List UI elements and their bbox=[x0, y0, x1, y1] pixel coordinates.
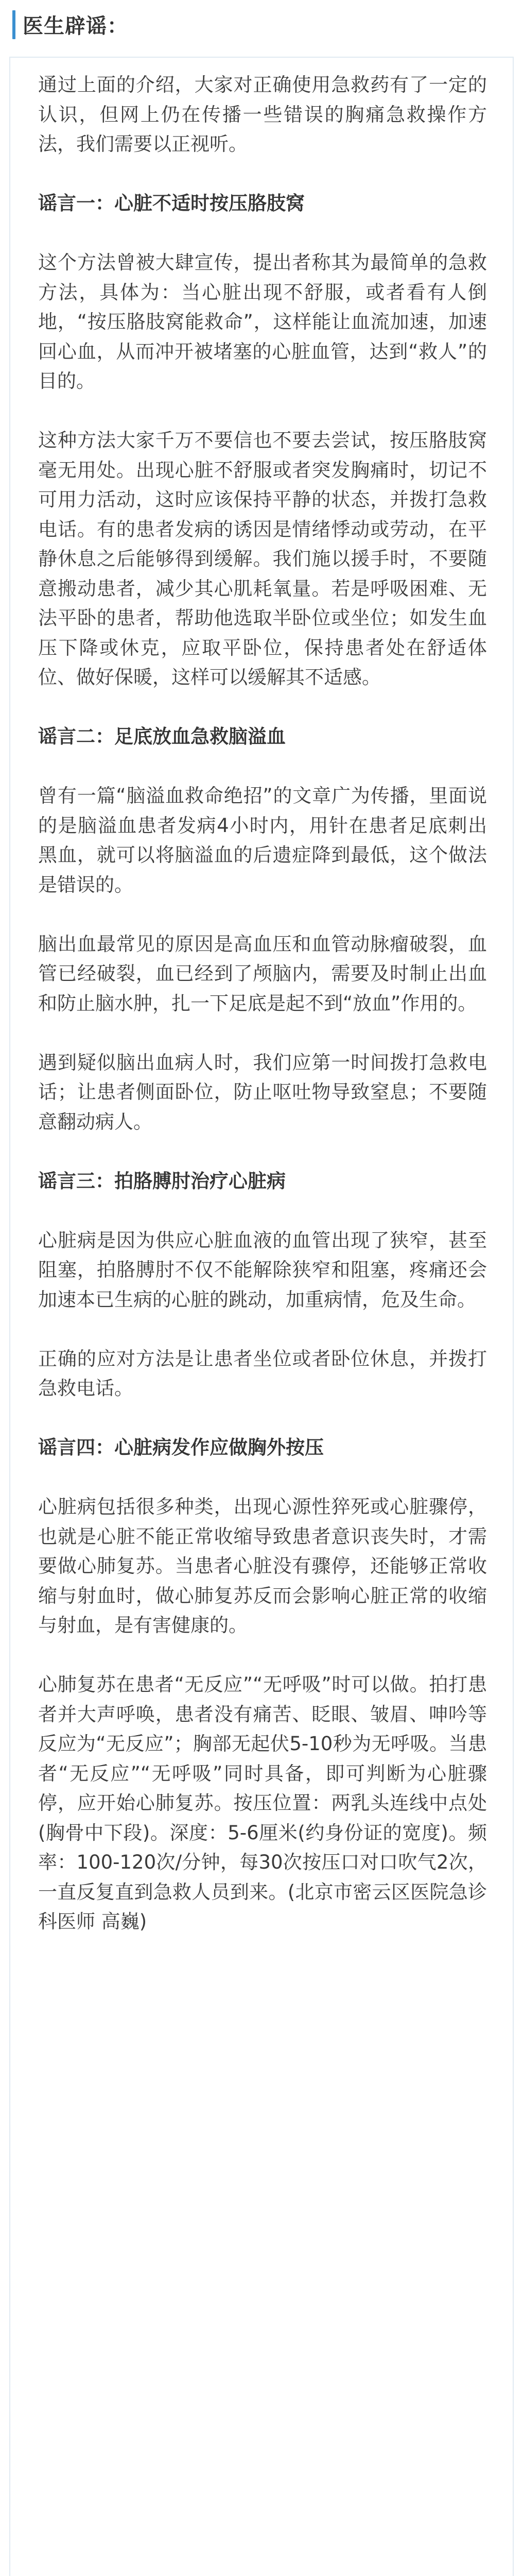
section-header bbox=[0, 0, 523, 49]
rumor-1-paragraph-2: 这种方法大家千万不要信也不要去尝试，按压胳肢窝毫无用处。出现心脏不舒服或者突发胸痛时，切记不可用力活动，这时应该保持平静的状态，并拨打急救电话。有的患者发病的诱因是情绪悸动或劳动，在平静休息之后能够得到缓解。我们施以援手时，不要随意搬动患者，减少其心肌耗氧量。若是呼吸困难、无法平卧的患者，帮助他选取半卧位或坐位；如发生血压下降或休克，应取平卧位，保持患者处在舒适体位、做好保暖，这样可以缓解其不适感。 bbox=[38, 429, 487, 688]
rumor-2-paragraph-3: 遇到疑似脑出血病人时，我们应第一时间拨打急救电话；让患者侧面卧位，防止呕吐物导致窒息；不要随意翻动病人。 bbox=[38, 1051, 487, 1133]
intro-paragraph: 通过上面的介绍，大家对正确使用急救药有了一定的认识，但网上仍在传播一些错误的胸痛急救操作方法，我们需要以正视听。 bbox=[38, 74, 487, 155]
rumor-1-paragraph-1: 这个方法曾被大肆宣传，提出者称其为最简单的急救方法，具体为：当心脏出现不舒服，或者看有人倒地，“按压胳肢窝能救命”，这样能让血流加速，加速回心血，从而冲开被堵塞的心脏血管，达到“救人”的目的。 bbox=[38, 251, 487, 392]
rumor-4-paragraph-1: 心脏病包括很多种类，出现心源性猝死或心脏骤停，也就是心脏不能正常收缩导致患者意识丧失时，才需要做心肺复苏。当患者心脏没有骤停，还能够正常收缩与射血时，做心肺复苏反而会影响心脏正常的收缩与射血，是有害健康的。 bbox=[38, 1496, 487, 1636]
rumor-1-heading: 谣言一：心脏不适时按压胳肢窝 bbox=[38, 192, 305, 214]
rumor-3-paragraph-2: 正确的应对方法是让患者坐位或者卧位休息，并拨打急救电话。 bbox=[38, 1347, 487, 1399]
rumor-2-paragraph-1: 曾有一篇“脑溢血救命绝招”的文章广为传播，里面说的是脑溢血患者发病4小时内，用针在患者足底刺出黑血，就可以将脑溢血的后遗症降到最低，这个做法是错误的。 bbox=[38, 785, 487, 896]
article-panel bbox=[9, 57, 514, 2576]
rumor-4-heading: 谣言四：心脏病发作应做胸外按压 bbox=[38, 1436, 324, 1459]
rumor-2-heading: 谣言二：足底放血急救脑溢血 bbox=[38, 725, 286, 748]
rumor-3-heading: 谣言三：拍胳膊肘治疗心脏病 bbox=[38, 1170, 286, 1192]
rumor-4-paragraph-2: 心肺复苏在患者“无反应”“无呼吸”时可以做。拍打患者并大声呼唤，患者没有痛苦、眨眼、皱眉、呻吟等反应为“无反应”；胸部无起伏5-10秒为无呼吸。当患者“无反应”“无呼吸”同时具备，即可判断为心脏骤停，应开始心肺复苏。按压位置：两乳头连线中点处(胸骨中下段)。深度：5-6厘米(约身份证的宽度)。频率：100-120次/分钟，每30次按压口对口吹气2次，一直反复直到急救人员到来。(北京市密云区医院急诊科医师 高巍) bbox=[38, 1673, 487, 1933]
rumor-2-paragraph-2: 脑出血最常见的原因是高血压和血管动脉瘤破裂，血管已经破裂，血已经到了颅脑内，需要及时制止出血和防止脑水肿，扎一下足底是起不到“放血”作用的。 bbox=[38, 933, 487, 1014]
rumor-3-paragraph-1: 心脏病是因为供应心脏血液的血管出现了狭窄，甚至阻塞，拍胳膊肘不仅不能解除狭窄和阻塞，疼痛还会加速本已生病的心脏的跳动，加重病情，危及生命。 bbox=[38, 1229, 487, 1311]
header-accent-bar bbox=[12, 10, 15, 39]
section-title: 医生辟谣： bbox=[23, 14, 128, 38]
